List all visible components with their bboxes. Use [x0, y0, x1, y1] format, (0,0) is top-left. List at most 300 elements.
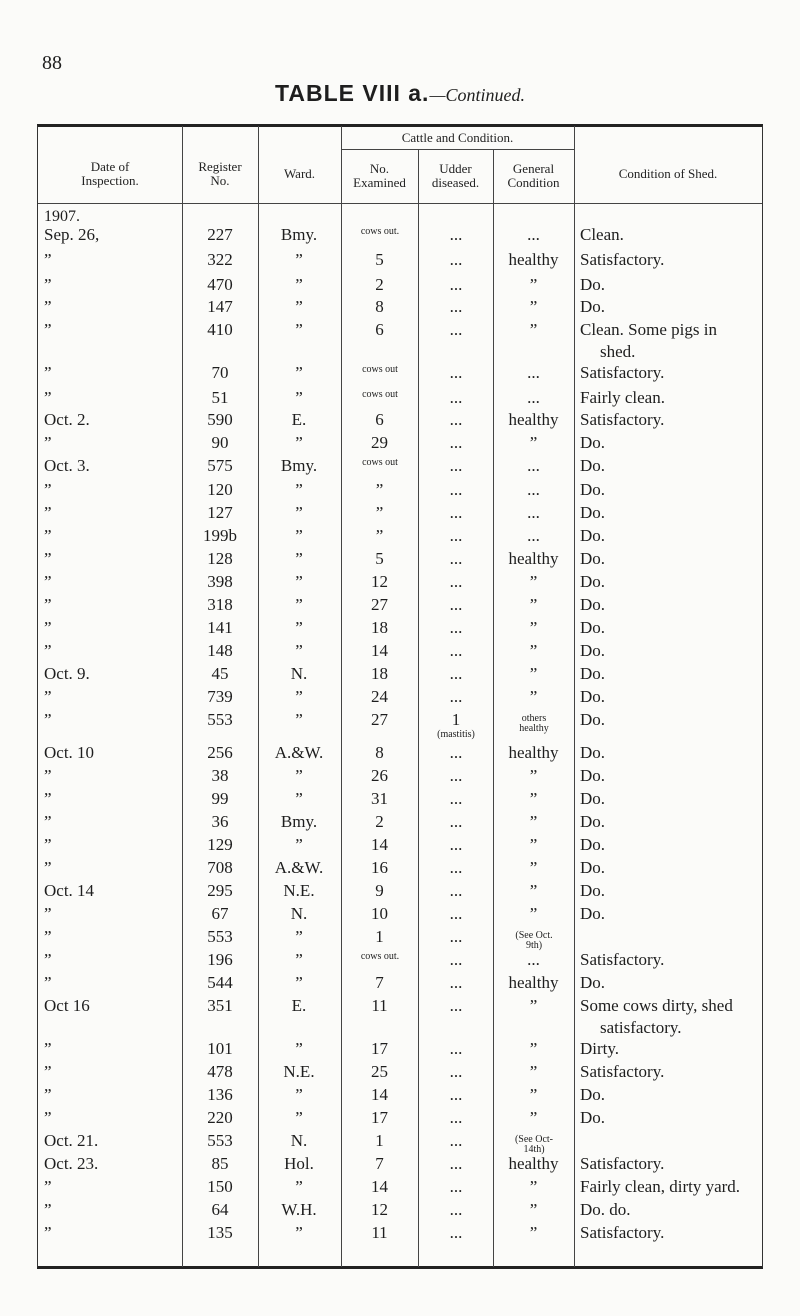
register-no: 136	[207, 1085, 233, 1104]
cows-examined: 8	[375, 743, 384, 762]
shed-condition: Do.	[580, 766, 606, 785]
general-condition: ”	[529, 1177, 538, 1196]
register-no: 90	[211, 433, 229, 452]
general-condition: ...	[527, 456, 540, 475]
general-condition: healthy	[508, 743, 559, 762]
shed-condition: Satisfactory.	[580, 950, 665, 969]
general-condition: healthy	[508, 1154, 559, 1173]
general-condition: ”	[529, 858, 538, 877]
register-no: 135	[207, 1223, 233, 1242]
inspection-date: ”	[44, 927, 52, 946]
general-condition: healthy	[508, 973, 559, 992]
udder-diseased: ...	[449, 275, 463, 294]
header-general: General Condition	[507, 161, 560, 190]
header-no-examined: No. Examined	[353, 161, 406, 190]
cows-examined: 6	[375, 410, 384, 429]
register-no: 128	[207, 549, 233, 568]
inspection-date: ”	[44, 297, 52, 316]
ward-name: Bmy.	[280, 812, 318, 831]
cows-examined: cows out	[362, 457, 398, 468]
shed-condition: Dirty.	[580, 1039, 620, 1058]
ward-name: N.E.	[283, 1062, 315, 1081]
inspection-date: ”	[44, 320, 52, 339]
register-no: 147	[207, 297, 233, 316]
register-no: 51	[211, 388, 229, 407]
cows-examined: 27	[371, 595, 388, 614]
general-condition: ”	[529, 1039, 538, 1058]
cows-examined: 5	[375, 549, 384, 568]
register-no: 351	[207, 996, 233, 1015]
shed-condition: Satisfactory.	[580, 363, 665, 382]
register-no: 470	[207, 275, 233, 294]
cows-examined: 6	[375, 320, 384, 339]
cows-examined: 29	[371, 433, 388, 452]
inspection-date: ”	[44, 503, 52, 522]
inspection-date: ”	[44, 388, 52, 407]
ward-name: ”	[295, 388, 303, 407]
inspection-date: Sep. 26,	[44, 225, 100, 244]
inspection-date: ”	[44, 835, 52, 854]
general-condition: others healthy	[519, 713, 549, 734]
general-condition: ”	[529, 275, 538, 294]
year-label: 1907.	[44, 208, 80, 225]
header-register: Register No.	[198, 159, 242, 188]
inspection-date: Oct. 10	[44, 743, 95, 762]
cows-examined: 11	[371, 1223, 388, 1242]
register-no: 295	[207, 881, 233, 900]
register-no: 67	[211, 904, 229, 923]
ward-name: N.	[290, 664, 308, 683]
inspection-date: Oct. 14	[44, 881, 95, 900]
shed-condition: Do.	[580, 904, 606, 923]
register-no: 322	[207, 250, 233, 269]
udder-diseased: ...	[449, 1177, 463, 1196]
inspection-date: ”	[44, 1223, 52, 1242]
ward-name: ”	[295, 641, 303, 660]
general-condition: ”	[529, 664, 538, 683]
shed-condition-cont: satisfactory.	[600, 1018, 682, 1037]
inspection-date: ”	[44, 904, 52, 923]
register-no: 85	[211, 1154, 229, 1173]
general-condition: ...	[527, 950, 540, 969]
udder-diseased: ...	[449, 433, 463, 452]
ward-name: ”	[295, 297, 303, 316]
udder-diseased: ...	[449, 549, 463, 568]
shed-condition: Do.	[580, 433, 606, 452]
general-condition: ...	[527, 363, 540, 382]
inspection-date: Oct. 23.	[44, 1154, 99, 1173]
header-rule	[341, 149, 574, 150]
cows-examined: ”	[375, 503, 384, 522]
cows-examined: cows out.	[360, 226, 400, 237]
cows-examined: 9	[375, 881, 384, 900]
shed-condition: Fairly clean, dirty yard.	[580, 1177, 741, 1196]
inspection-date: ”	[44, 363, 52, 382]
register-no: 553	[207, 710, 233, 729]
ward-name: ”	[295, 710, 303, 729]
ward-name: ”	[295, 595, 303, 614]
register-no: 318	[207, 595, 233, 614]
ward-name: ”	[295, 766, 303, 785]
register-no: 120	[207, 480, 233, 499]
cows-examined: 1	[375, 927, 384, 946]
header-rule	[38, 203, 762, 204]
ward-name: ”	[295, 1177, 303, 1196]
table-title-continued: —Continued.	[429, 85, 525, 105]
udder-diseased: ...	[449, 1223, 463, 1242]
ward-name: ”	[295, 275, 303, 294]
general-condition: ”	[529, 1062, 538, 1081]
inspection-date: ”	[44, 1200, 52, 1219]
register-no: 36	[211, 812, 229, 831]
inspection-date: ”	[44, 710, 52, 729]
cows-examined: 2	[375, 275, 384, 294]
shed-condition: Do.	[580, 687, 606, 706]
general-condition: ”	[529, 1085, 538, 1104]
general-condition: healthy	[508, 549, 559, 568]
table-title	[0, 80, 800, 107]
udder-diseased: ...	[449, 526, 463, 545]
header-date: Date of Inspection.	[81, 159, 139, 188]
udder-diseased: ...	[449, 250, 463, 269]
udder-diseased: ...	[449, 996, 463, 1015]
udder-diseased: ...	[449, 858, 463, 877]
ward-name: ”	[295, 503, 303, 522]
inspection-date: ”	[44, 812, 52, 831]
general-condition: ”	[529, 996, 538, 1015]
cows-examined: 8	[375, 297, 384, 316]
general-condition: ”	[529, 572, 538, 591]
ward-name: ”	[295, 363, 303, 382]
shed-condition: Do.	[580, 503, 606, 522]
register-no: 70	[211, 363, 229, 382]
register-no: 99	[211, 789, 229, 808]
register-no: 150	[207, 1177, 233, 1196]
general-condition: ...	[527, 388, 540, 407]
shed-condition: Do.	[580, 835, 606, 854]
ward-name: ”	[295, 687, 303, 706]
table-title-lead: TABLE VIII a.	[275, 80, 430, 106]
udder-diseased: ...	[449, 320, 463, 339]
shed-condition: Satisfactory.	[580, 1154, 665, 1173]
ward-name: Hol.	[284, 1154, 314, 1173]
shed-condition: Do.	[580, 812, 606, 831]
shed-condition: Do.	[580, 664, 606, 683]
register-no: 129	[207, 835, 233, 854]
cows-examined: 11	[371, 996, 388, 1015]
shed-condition: Do.	[580, 595, 606, 614]
register-no: 101	[207, 1039, 233, 1058]
ward-name: ”	[295, 549, 303, 568]
shed-condition: Do.	[580, 789, 606, 808]
register-no: 45	[211, 664, 229, 683]
register-no: 196	[207, 950, 233, 969]
udder-diseased: ...	[449, 456, 463, 475]
cows-examined: 27	[371, 710, 388, 729]
udder-diseased: ...	[449, 927, 463, 946]
general-condition: ”	[529, 1200, 538, 1219]
ward-name: ”	[295, 1108, 303, 1127]
general-condition: ”	[529, 618, 538, 637]
udder-diseased: ...	[449, 664, 463, 683]
general-condition: ”	[529, 1223, 538, 1242]
ward-name: N.E.	[283, 881, 315, 900]
cows-examined: 31	[371, 789, 388, 808]
cows-examined: 25	[371, 1062, 388, 1081]
shed-condition: Do.	[580, 618, 606, 637]
inspection-date: ”	[44, 641, 52, 660]
shed-condition: Satisfactory.	[580, 410, 665, 429]
cows-examined: 14	[371, 1177, 388, 1196]
udder-diseased: ...	[449, 595, 463, 614]
register-no: 553	[207, 1131, 233, 1150]
cows-examined: ”	[375, 526, 384, 545]
cows-examined: 18	[371, 664, 388, 683]
general-condition: healthy	[508, 410, 559, 429]
shed-condition: Fairly clean.	[580, 388, 665, 407]
general-condition: healthy	[508, 250, 559, 269]
udder-diseased: ...	[449, 1108, 463, 1127]
cows-examined: 26	[371, 766, 388, 785]
general-condition: ”	[529, 433, 538, 452]
ward-name: Bmy.	[280, 225, 318, 244]
inspection-date: ”	[44, 858, 52, 877]
cows-examined: 14	[371, 835, 388, 854]
ward-name: ”	[295, 433, 303, 452]
ward-name: E.	[291, 410, 307, 429]
inspection-date: ”	[44, 595, 52, 614]
header-udder: Udder diseased.	[431, 161, 480, 190]
shed-condition: Satisfactory.	[580, 250, 665, 269]
register-no: 141	[207, 618, 233, 637]
inspection-date: Oct. 3.	[44, 456, 90, 475]
cows-examined: cows out.	[360, 951, 400, 962]
shed-condition: Do.	[580, 1108, 606, 1127]
udder-diseased: ...	[449, 881, 463, 900]
shed-condition: Clean. Some pigs in	[580, 320, 717, 339]
register-no: 708	[207, 858, 233, 877]
general-condition: ”	[529, 320, 538, 339]
register-no: 148	[207, 641, 233, 660]
udder-diseased: 1	[451, 710, 461, 729]
ward-name: Bmy.	[280, 456, 318, 475]
udder-diseased: ...	[449, 904, 463, 923]
cows-examined: 17	[371, 1039, 388, 1058]
cows-examined: 12	[371, 1200, 388, 1219]
shed-condition: Do.	[580, 275, 606, 294]
register-no: 553	[207, 927, 233, 946]
ward-name: A.&W.	[274, 858, 324, 877]
inspection-date: Oct. 2.	[44, 410, 90, 429]
register-no: 64	[211, 1200, 229, 1219]
cows-examined: cows out	[362, 364, 398, 375]
inspection-date: ”	[44, 1039, 52, 1058]
shed-condition: Satisfactory.	[580, 1223, 665, 1242]
inspection-date: ”	[44, 433, 52, 452]
inspection-date: ”	[44, 1177, 52, 1196]
ward-name: E.	[291, 996, 307, 1015]
cows-examined: 16	[371, 858, 388, 877]
shed-condition: Do.	[580, 1085, 606, 1104]
udder-diseased: ...	[449, 1085, 463, 1104]
ward-name: ”	[295, 927, 303, 946]
register-no: 739	[207, 687, 233, 706]
general-condition: (See Oct. 9th)	[515, 930, 553, 951]
shed-condition: Do. do.	[580, 1200, 631, 1219]
register-no: 398	[207, 572, 233, 591]
shed-condition: Do.	[580, 641, 606, 660]
header-ward: Ward.	[283, 166, 316, 181]
ward-name: ”	[295, 1039, 303, 1058]
cows-examined: ”	[375, 480, 384, 499]
ward-name: ”	[295, 973, 303, 992]
udder-diseased: ...	[449, 812, 463, 831]
register-no: 220	[207, 1108, 233, 1127]
register-no: 38	[211, 766, 229, 785]
inspection-date: Oct. 9.	[44, 664, 90, 683]
inspection-date: ”	[44, 766, 52, 785]
general-condition: ...	[527, 225, 540, 244]
cows-examined: 14	[371, 1085, 388, 1104]
udder-diseased: ...	[449, 766, 463, 785]
ward-name: N.	[290, 1131, 308, 1150]
udder-diseased: ...	[449, 950, 463, 969]
col-rule	[574, 126, 575, 1267]
ward-name: ”	[295, 1223, 303, 1242]
ward-name: ”	[295, 250, 303, 269]
ward-name: A.&W.	[274, 743, 324, 762]
general-condition: ...	[527, 503, 540, 522]
udder-diseased: ...	[449, 618, 463, 637]
shed-condition: Do.	[580, 480, 606, 499]
register-no: 590	[207, 410, 233, 429]
register-no: 544	[207, 973, 233, 992]
cows-examined: 10	[371, 904, 388, 923]
udder-diseased: ...	[449, 572, 463, 591]
shed-condition: Do.	[580, 456, 606, 475]
inspection-date: Oct. 21.	[44, 1131, 99, 1150]
shed-condition: Do.	[580, 710, 606, 729]
udder-diseased: ...	[449, 687, 463, 706]
register-no: 256	[207, 743, 233, 762]
general-condition: ”	[529, 687, 538, 706]
ward-name: N.	[290, 904, 308, 923]
cows-examined: 7	[375, 1154, 384, 1173]
udder-diseased: ...	[449, 835, 463, 854]
udder-note: (mastitis)	[437, 729, 475, 740]
general-condition: ”	[529, 881, 538, 900]
udder-diseased: ...	[449, 973, 463, 992]
udder-diseased: ...	[449, 789, 463, 808]
udder-diseased: ...	[449, 641, 463, 660]
inspection-date: ”	[44, 275, 52, 294]
inspection-date: ”	[44, 789, 52, 808]
general-condition: (See Oct- 14th)	[514, 1134, 554, 1155]
register-no: 575	[207, 456, 233, 475]
ward-name: ”	[295, 1085, 303, 1104]
shed-condition: Do.	[580, 743, 606, 762]
register-no: 410	[207, 320, 233, 339]
inspection-date: Oct 16	[44, 996, 90, 1015]
general-condition: ”	[529, 835, 538, 854]
shed-condition: Do.	[580, 858, 606, 877]
shed-condition: Do.	[580, 526, 606, 545]
udder-diseased: ...	[449, 1154, 463, 1173]
register-no: 199b	[203, 526, 237, 545]
ward-name: ”	[295, 618, 303, 637]
shed-condition: Do.	[580, 549, 606, 568]
cows-examined: cows out	[362, 389, 398, 400]
udder-diseased: ...	[449, 480, 463, 499]
shed-condition: Clean.	[580, 225, 624, 244]
general-condition: ”	[529, 812, 538, 831]
general-condition: ”	[529, 904, 538, 923]
udder-diseased: ...	[449, 743, 463, 762]
general-condition: ”	[529, 641, 538, 660]
general-condition: ”	[529, 766, 538, 785]
ward-name: ”	[295, 835, 303, 854]
shed-condition-cont: shed.	[600, 342, 636, 361]
inspection-date: ”	[44, 480, 52, 499]
inspection-date: ”	[44, 1062, 52, 1081]
cows-examined: 17	[371, 1108, 388, 1127]
shed-condition: Do.	[580, 572, 606, 591]
udder-diseased: ...	[449, 225, 463, 244]
page-number: 88	[42, 52, 62, 74]
udder-diseased: ...	[449, 1062, 463, 1081]
general-condition: ”	[529, 789, 538, 808]
inspection-date: ”	[44, 572, 52, 591]
shed-condition: Satisfactory.	[580, 1062, 665, 1081]
udder-diseased: ...	[449, 363, 463, 382]
ward-name: W.H.	[281, 1200, 317, 1219]
ward-name: ”	[295, 950, 303, 969]
cows-examined: 5	[375, 250, 384, 269]
inspection-date: ”	[44, 687, 52, 706]
register-no: 127	[207, 503, 233, 522]
general-condition: ”	[529, 297, 538, 316]
shed-condition: Do.	[580, 297, 606, 316]
cows-examined: 14	[371, 641, 388, 660]
inspection-date: ”	[44, 973, 52, 992]
ward-name: ”	[295, 320, 303, 339]
ward-name: ”	[295, 789, 303, 808]
inspection-date: ”	[44, 1085, 52, 1104]
cows-examined: 18	[371, 618, 388, 637]
general-condition: ...	[527, 526, 540, 545]
cows-examined: 7	[375, 973, 384, 992]
inspection-date: ”	[44, 250, 52, 269]
cows-examined: 1	[375, 1131, 384, 1150]
cows-examined: 24	[371, 687, 388, 706]
udder-diseased: ...	[449, 1200, 463, 1219]
register-no: 227	[207, 225, 233, 244]
shed-condition: Do.	[580, 973, 606, 992]
general-condition: ”	[529, 1108, 538, 1127]
udder-diseased: ...	[449, 1131, 463, 1150]
inspection-date: ”	[44, 526, 52, 545]
ward-name: ”	[295, 572, 303, 591]
cows-examined: 12	[371, 572, 388, 591]
general-condition: ”	[529, 595, 538, 614]
ward-name: ”	[295, 526, 303, 545]
udder-diseased: ...	[449, 410, 463, 429]
udder-diseased: ...	[449, 1039, 463, 1058]
inspection-date: ”	[44, 950, 52, 969]
inspection-date: ”	[44, 618, 52, 637]
ward-name: ”	[295, 480, 303, 499]
header-shed: Condition of Shed.	[618, 166, 718, 181]
